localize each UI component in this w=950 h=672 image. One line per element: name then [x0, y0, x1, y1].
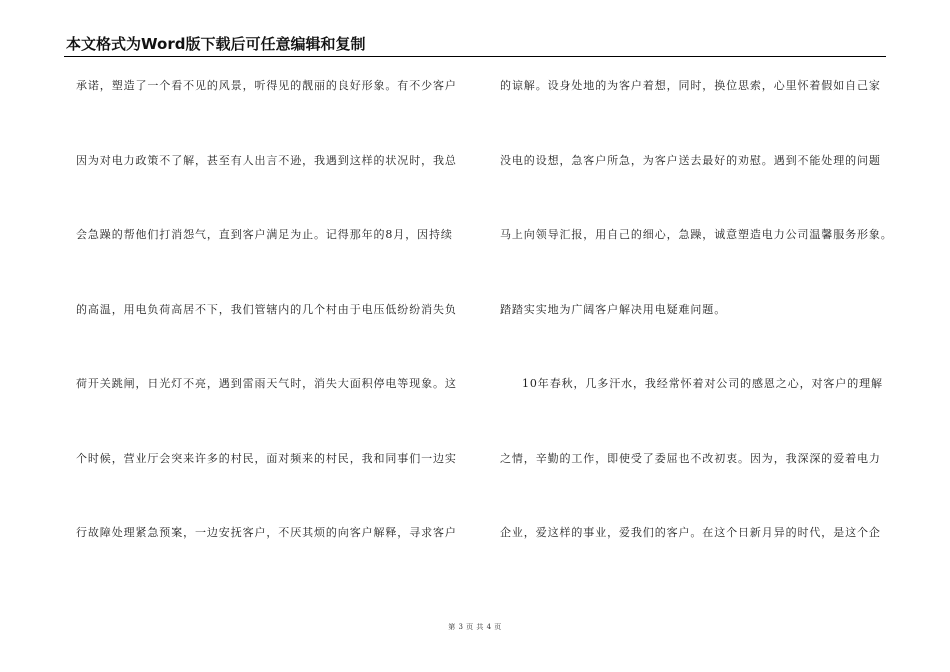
text-line: 踏踏实实地为广阔客户解决用电疑难问题。: [500, 302, 727, 316]
text-line: 个时候，营业厅会突来许多的村民，面对频来的村民，我和同事们一边实: [76, 451, 457, 465]
page-number: 第 3 页 共 4 页: [448, 623, 502, 631]
text-line: 的谅解。设身处地的为客户着想，同时，换位思索，心里怀着假如自己家: [500, 79, 881, 92]
text-line: 行故障处理紧急预案，一边安抚客户，不厌其烦的向客户解释，寻求客户: [76, 526, 457, 539]
text-line: 荷开关跳闸，日光灯不亮，遇到雷雨天气时，消失大面积停电等现象。这: [76, 377, 457, 390]
text-line: 因为对电力政策不了解，甚至有人出言不逊，我遇到这样的状况时，我总: [76, 153, 457, 167]
text-line: 马上向领导汇报，用自己的细心，急躁，诚意塑造电力公司温馨服务形象。: [500, 228, 893, 241]
right-column: [500, 77, 893, 599]
header-title: 本文格式为Word版下载后可任意编辑和复制: [66, 35, 366, 53]
left-column: [76, 77, 466, 599]
page-header: [64, 34, 886, 57]
text-line: 之情，辛勤的工作，即使受了委屈也不改初衷。因为，我深深的爱着电力: [500, 451, 881, 465]
text-line: 会急躁的帮他们打消怨气，直到客户满足为止。记得那年的8月，因持续: [76, 228, 453, 241]
text-line: 没电的设想，急客户所急，为客户送去最好的劝慰。遇到不能处理的问题: [500, 153, 881, 167]
text-line: 的高温，用电负荷高居不下，我们管辖内的几个村由于电压低纷纷消失负: [76, 302, 457, 316]
text-line: 承诺，塑造了一个看不见的风景，听得见的靓丽的良好形象。有不少客户: [76, 79, 457, 92]
paragraph-start-line: 10年春秋，几多汗水，我经常怀着对公司的感恩之心，对客户的理解: [522, 377, 883, 390]
text-line: 企业，爱这样的事业，爱我们的客户。在这个日新月异的时代，是这个企: [500, 526, 881, 539]
